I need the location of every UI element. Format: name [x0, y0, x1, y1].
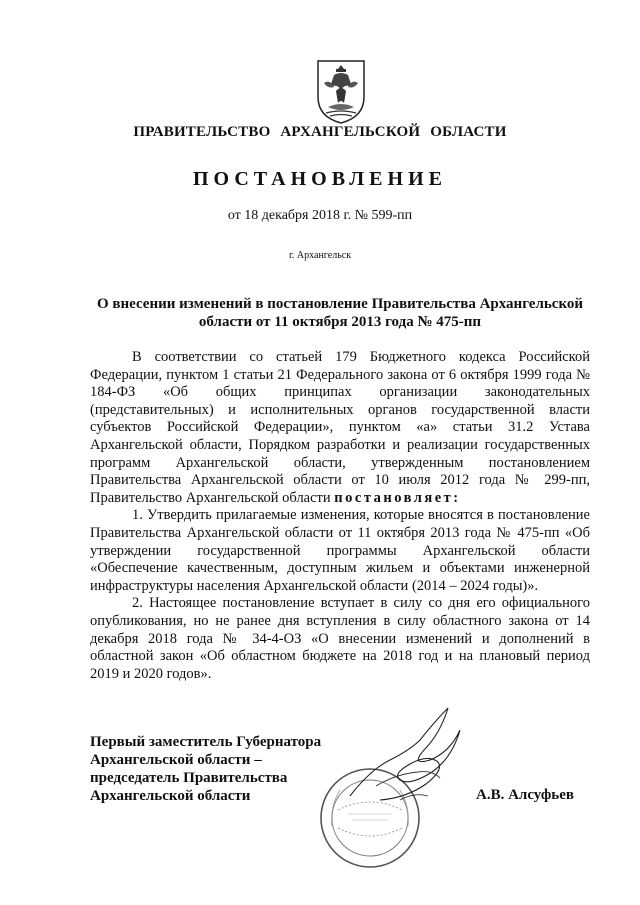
- item-1-paragraph: 1. Утвердить прилагаемые изменения, которые вносятся в постановление Правительства Архангельской области от 11 октября 2013 года № 475-пп «Об утверждении государственной программы Архангельской области «Обеспечение качественным, доступным жильем и объектами инженерной инфраструктуры населения Архангельской области (2014 – 2024 годы)».: [90, 507, 590, 594]
- item-2-paragraph: 2. Настоящее постановление вступает в силу со дня его официального опубликования, но не ранее дня вступления в силу областного закона от 14 декабря 2018 года № 34-4-ОЗ «О внесении изменений и дополнений в областной закон «Об областном бюджете на 2018 год и на плановый период 2019 и 2020 годов».: [90, 595, 590, 682]
- document-subject: [90, 295, 590, 331]
- coat-of-arms-emblem: [314, 57, 368, 125]
- signatory-title-line-3: председатель Правительства: [90, 770, 288, 786]
- decree-colon: :: [453, 489, 459, 506]
- signatory-name: А.В. Алсуфьев: [476, 787, 574, 803]
- document-city: г. Архангельск: [288, 250, 352, 261]
- preamble-text: В соответствии со статьей 179 Бюджетного кодекса Российской Федерации, пунктом 1 статьи 21 Федерального закона от 6 октября 1999 года № 184-ФЗ «Об общих принципах организации законодательных (представительных) и исполнительных органов государственной власти субъектов Российской Федерации», пунктом «а» статьи 31.2 Устава Архангельской области, Порядком разработки и реализации государственных программ Архангельской области, утвержденным постановлением Правительства Архангельской области от 10 июля 2012 года № 299-пп, Правительство Архангельской области: [90, 349, 590, 506]
- signatory-title: [90, 733, 350, 805]
- document-date-number: от 18 декабря 2018 г. № 599-пп: [227, 208, 413, 223]
- signatory-title-line-1: Первый заместитель Губернатора: [90, 734, 322, 750]
- document-body: [90, 349, 590, 683]
- subject-line-1: О внесении изменений в постановление Правительства Архангельской: [96, 296, 584, 312]
- signatory-title-line-2: Архангельской области –: [90, 752, 262, 768]
- preamble-paragraph: [90, 349, 590, 507]
- subject-line-2: области от 11 октября 2013 года № 475-пп: [198, 314, 482, 330]
- document-type-title: ПОСТАНОВЛЕНИЕ: [193, 168, 447, 190]
- handwritten-signature: [340, 700, 470, 810]
- government-name: ПРАВИТЕЛЬСТВО АРХАНГЕЛЬСКОЙ ОБЛАСТИ: [133, 124, 507, 140]
- decree-word: постановляет: [334, 489, 454, 506]
- signatory-title-line-4: Архангельской области: [90, 788, 251, 804]
